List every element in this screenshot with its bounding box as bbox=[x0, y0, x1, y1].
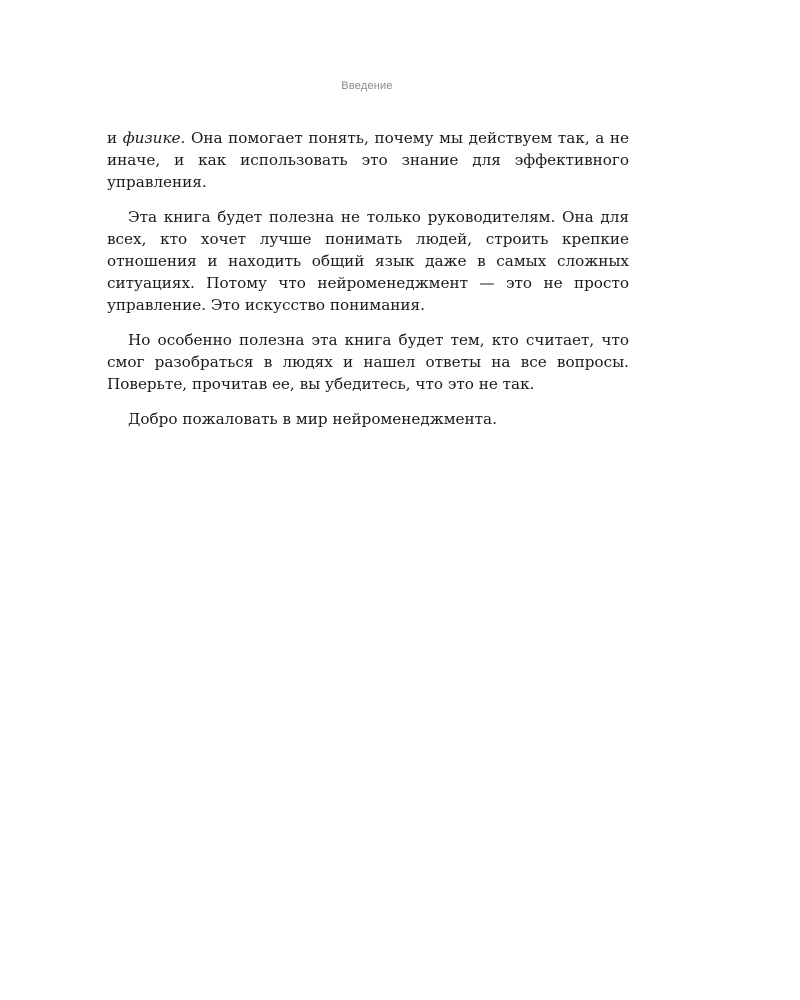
paragraph-1-emphasis: физике bbox=[122, 129, 181, 147]
paragraph-1-rest: . Она помогает понять, почему мы действуем так, а не иначе, и как использовать это знание для эффективного управления. bbox=[107, 129, 630, 191]
paragraph-3: Но особенно полезна эта книга будет тем, кто считает, что смог разобраться в людях и нашел ответы на все вопросы. Поверьте, прочитав ее, вы убедитесь, что это не так. bbox=[107, 331, 629, 393]
running-header: Введение bbox=[341, 80, 393, 92]
paragraph-1 bbox=[107, 127, 629, 193]
paragraph-4: Добро пожаловать в мир нейроменеджмента. bbox=[128, 410, 497, 428]
body-text bbox=[107, 127, 629, 443]
paragraph-2: Эта книга будет полезна не только руководителям. Она для всех, кто хочет лучше понимать людей, строить крепкие отношения и находить общий язык даже в самых сложных ситуациях. Потому что нейроменеджмент — это не просто управление. Это искусство понимания. bbox=[107, 208, 629, 314]
paragraph-1-prefix: и bbox=[107, 129, 123, 147]
